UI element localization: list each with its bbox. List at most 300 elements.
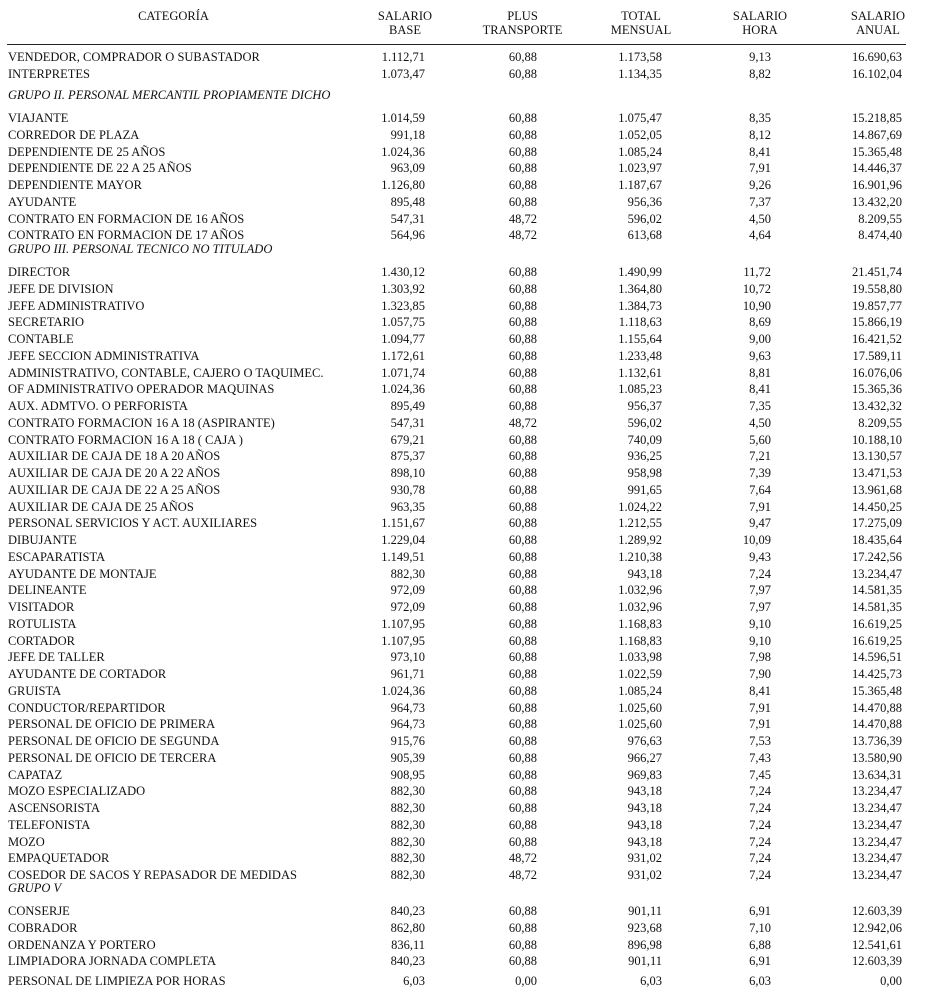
cell-salario-anual: 13.234,47 [852, 868, 902, 882]
table-row [0, 314, 946, 330]
cell-salario-hora: 7,53 [749, 734, 771, 748]
cell-salario-base: 679,21 [390, 432, 425, 447]
cell-categoria: CONTRATO FORMACION 16 A 18 (ASPIRANTE) [8, 415, 275, 430]
cell-categoria: ESCAPARATISTA [8, 549, 106, 564]
cell-salario-anual: 13.471,53 [852, 466, 902, 480]
cell-salario-hora: 4,64 [749, 228, 771, 243]
cell-salario-hora: 9,10 [749, 633, 771, 648]
cell-salario-base: 547,31 [390, 415, 425, 430]
cell-total-mensual: 991,65 [627, 482, 662, 497]
cell-salario-anual: 12.541,61 [852, 937, 902, 952]
cell-total-mensual: 1.212,55 [618, 516, 662, 531]
cell-salario-anual: 8.209,55 [858, 415, 902, 430]
table-row [0, 666, 946, 682]
cell-salario-base: 895,49 [390, 399, 425, 413]
cell-categoria: SECRETARIO [8, 315, 85, 330]
cell-salario-base: 564,96 [390, 228, 425, 243]
cell-salario-base: 972,09 [390, 583, 425, 598]
cell-salario-anual: 16.690,63 [852, 50, 902, 64]
cell-plus-transporte: 60,88 [508, 399, 537, 413]
cell-categoria: VENDEDOR, COMPRADOR O SUBASTADOR [8, 50, 260, 64]
cell-salario-hora: 10,72 [742, 281, 771, 296]
cell-salario-hora: 9,00 [749, 332, 771, 346]
cell-salario-base: 547,31 [390, 211, 425, 226]
cell-salario-base: 898,10 [390, 466, 425, 480]
cell-salario-hora: 7,37 [749, 194, 771, 209]
cell-plus-transporte: 60,88 [508, 194, 537, 209]
cell-total-mensual: 1.173,58 [618, 50, 662, 64]
cell-plus-transporte: 60,88 [508, 50, 537, 64]
cell-categoria: PERSONAL DE OFICIO DE PRIMERA [8, 717, 216, 732]
cell-salario-base: 836,11 [391, 937, 425, 952]
cell-total-mensual: 943,18 [627, 784, 662, 799]
cell-total-mensual: 1.025,60 [618, 717, 662, 732]
cell-categoria: AUXILIAR DE CAJA DE 22 A 25 AÑOS [8, 482, 221, 497]
cell-salario-base: 882,30 [390, 834, 425, 849]
table-row [0, 683, 946, 699]
cell-salario-hora: 8,82 [749, 66, 771, 81]
cell-categoria: PERSONAL DE LIMPIEZA POR HORAS [8, 974, 226, 988]
cell-salario-anual: 16.619,25 [852, 616, 902, 631]
group-heading: GRUPO V [8, 881, 62, 895]
cell-plus-transporte: 60,88 [508, 315, 537, 330]
cell-total-mensual: 1.384,73 [618, 298, 662, 313]
table-row [0, 331, 946, 347]
cell-total-mensual: 1.364,80 [618, 281, 662, 296]
cell-salario-anual: 21.451,74 [852, 265, 902, 279]
cell-plus-transporte: 60,88 [508, 784, 537, 799]
cell-plus-transporte: 60,88 [508, 750, 537, 765]
cell-salario-base: 1.094,77 [381, 332, 425, 346]
cell-salario-anual: 14.581,35 [852, 583, 902, 598]
header-total-mensual: TOTAL MENSUAL [610, 9, 672, 37]
table-row [0, 110, 946, 126]
header-salario-anual: SALARIO ANUAL [850, 9, 906, 37]
cell-salario-hora: 10,90 [742, 298, 771, 313]
cell-salario-hora: 7,39 [749, 466, 771, 480]
cell-salario-hora: 7,91 [749, 161, 771, 176]
cell-salario-base: 972,09 [390, 600, 425, 614]
cell-salario-anual: 16.102,04 [852, 66, 902, 81]
cell-plus-transporte: 60,88 [508, 265, 537, 279]
cell-salario-anual: 12.942,06 [852, 920, 902, 935]
cell-total-mensual: 931,02 [627, 868, 662, 882]
cell-salario-hora: 8,35 [749, 111, 771, 125]
cell-total-mensual: 1.134,35 [618, 66, 662, 81]
cell-categoria: AUXILIAR DE CAJA DE 20 A 22 AÑOS [8, 466, 221, 480]
cell-salario-base: 882,30 [390, 868, 425, 882]
cell-plus-transporte: 48,72 [508, 415, 537, 430]
cell-salario-anual: 0,00 [880, 974, 902, 988]
cell-salario-hora: 7,64 [749, 482, 771, 497]
cell-salario-hora: 7,24 [749, 851, 771, 866]
cell-categoria: LIMPIADORA JORNADA COMPLETA [8, 954, 217, 969]
cell-salario-base: 1.107,95 [381, 633, 425, 648]
cell-categoria: DEPENDIENTE DE 22 A 25 AÑOS [8, 161, 192, 176]
cell-salario-anual: 13.234,47 [852, 566, 902, 581]
cell-categoria: CORTADOR [8, 633, 76, 648]
cell-total-mensual: 1.490,99 [618, 265, 662, 279]
cell-salario-hora: 4,50 [749, 211, 771, 226]
cell-plus-transporte: 60,88 [508, 566, 537, 581]
cell-categoria: DEPENDIENTE DE 25 AÑOS [8, 144, 166, 159]
cell-salario-anual: 15.365,48 [852, 683, 902, 698]
cell-salario-base: 1.303,92 [381, 281, 425, 296]
cell-salario-anual: 15.365,48 [852, 144, 902, 159]
table-row [0, 616, 946, 632]
cell-salario-anual: 13.234,47 [852, 817, 902, 832]
cell-salario-anual: 14.425,73 [852, 667, 902, 681]
cell-categoria: EMPAQUETADOR [8, 851, 110, 866]
group-heading: GRUPO III. PERSONAL TECNICO NO TITULADO [8, 242, 273, 256]
cell-salario-base: 1.024,36 [381, 144, 425, 159]
cell-plus-transporte: 60,88 [508, 348, 537, 363]
cell-total-mensual: 1.118,63 [618, 315, 662, 330]
cell-salario-base: 875,37 [390, 449, 425, 464]
cell-salario-base: 991,18 [390, 127, 425, 142]
table-row [0, 127, 946, 143]
table-row [0, 599, 946, 615]
cell-categoria: JEFE ADMINISTRATIVO [8, 298, 145, 313]
cell-total-mensual: 936,25 [627, 449, 662, 464]
table-row [0, 867, 946, 883]
cell-categoria: ORDENANZA Y PORTERO [8, 937, 156, 952]
cell-categoria: CONTRATO FORMACION 16 A 18 ( CAJA ) [8, 432, 243, 447]
table-row [0, 800, 946, 816]
cell-salario-anual: 13.130,57 [852, 449, 902, 464]
cell-total-mensual: 956,36 [627, 194, 662, 209]
cell-categoria: ASCENSORISTA [8, 801, 101, 815]
cell-salario-hora: 7,43 [749, 750, 771, 765]
cell-plus-transporte: 60,88 [508, 801, 537, 815]
cell-salario-anual: 16.421,52 [852, 332, 902, 346]
cell-salario-hora: 9,47 [749, 516, 771, 531]
cell-plus-transporte: 60,88 [508, 111, 537, 125]
cell-salario-anual: 16.901,96 [852, 178, 902, 192]
cell-salario-base: 882,30 [390, 801, 425, 815]
table-row [0, 783, 946, 799]
cell-categoria: INTERPRETES [8, 66, 90, 81]
cell-salario-base: 1.430,12 [381, 265, 425, 279]
table-row [0, 515, 946, 531]
cell-salario-anual: 17.589,11 [852, 348, 902, 363]
cell-categoria: AUXILIAR DE CAJA DE 18 A 20 AÑOS [8, 449, 221, 464]
cell-total-mensual: 596,02 [627, 211, 662, 226]
cell-salario-base: 961,71 [390, 667, 425, 681]
cell-salario-anual: 14.446,37 [852, 161, 902, 176]
table-row [0, 700, 946, 716]
cell-total-mensual: 596,02 [627, 415, 662, 430]
cell-salario-hora: 5,60 [749, 432, 771, 447]
cell-salario-base: 1.024,36 [381, 683, 425, 698]
cell-salario-anual: 13.432,20 [852, 194, 902, 209]
cell-salario-hora: 8,12 [749, 127, 771, 142]
cell-plus-transporte: 60,88 [508, 127, 537, 142]
cell-total-mensual: 1.187,67 [618, 178, 662, 192]
cell-salario-hora: 9,63 [749, 348, 771, 363]
cell-plus-transporte: 60,88 [508, 432, 537, 447]
cell-total-mensual: 901,11 [628, 904, 662, 918]
cell-plus-transporte: 60,88 [508, 920, 537, 935]
cell-plus-transporte: 60,88 [508, 817, 537, 832]
table-row [0, 750, 946, 766]
cell-total-mensual: 943,18 [627, 801, 662, 815]
cell-salario-anual: 13.234,47 [852, 851, 902, 866]
cell-salario-base: 895,48 [390, 194, 425, 209]
cell-total-mensual: 969,83 [627, 767, 662, 782]
cell-categoria: CONTRATO EN FORMACION DE 17 AÑOS [8, 228, 245, 243]
cell-categoria: CONTABLE [8, 332, 74, 346]
cell-salario-anual: 16.619,25 [852, 633, 902, 648]
cell-plus-transporte: 60,88 [508, 449, 537, 464]
cell-categoria: CONDUCTOR/REPARTIDOR [8, 700, 166, 715]
cell-plus-transporte: 60,88 [508, 161, 537, 176]
cell-salario-anual: 13.432,32 [852, 399, 902, 413]
cell-salario-anual: 12.603,39 [852, 954, 902, 969]
cell-plus-transporte: 60,88 [508, 549, 537, 564]
table-row [0, 499, 946, 515]
cell-salario-base: 1.057,75 [381, 315, 425, 330]
cell-categoria: PERSONAL DE OFICIO DE SEGUNDA [8, 734, 220, 748]
cell-salario-base: 1.229,04 [381, 533, 425, 547]
cell-total-mensual: 1.289,92 [618, 533, 662, 547]
cell-categoria: CAPATAZ [8, 767, 63, 782]
table-row [0, 160, 946, 176]
cell-categoria: GRUISTA [8, 683, 62, 698]
cell-total-mensual: 958,98 [627, 466, 662, 480]
cell-salario-hora: 7,35 [749, 399, 771, 413]
cell-salario-hora: 7,91 [749, 700, 771, 715]
table-row [0, 264, 946, 280]
table-row [0, 834, 946, 850]
cell-total-mensual: 1.233,48 [618, 348, 662, 363]
cell-salario-base: 1.323,85 [381, 298, 425, 313]
cell-categoria: MOZO ESPECIALIZADO [8, 784, 146, 799]
cell-total-mensual: 931,02 [627, 851, 662, 866]
cell-salario-hora: 7,91 [749, 717, 771, 732]
cell-salario-hora: 10,09 [742, 533, 771, 547]
cell-salario-anual: 8.474,40 [858, 228, 902, 243]
table-row [0, 448, 946, 464]
cell-plus-transporte: 60,88 [508, 667, 537, 681]
cell-categoria: COSEDOR DE SACOS Y REPASADOR DE MEDIDAS [8, 868, 297, 882]
cell-salario-anual: 12.603,39 [852, 904, 902, 918]
cell-plus-transporte: 60,88 [508, 583, 537, 598]
cell-salario-anual: 13.234,47 [852, 784, 902, 799]
table-row [0, 365, 946, 381]
cell-salario-hora: 7,90 [749, 667, 771, 681]
header-plus-transporte: PLUS TRANSPORTE [482, 9, 563, 37]
cell-salario-hora: 8,69 [749, 315, 771, 330]
table-row [0, 298, 946, 314]
cell-total-mensual: 1.032,96 [618, 600, 662, 614]
cell-categoria: ADMINISTRATIVO, CONTABLE, CAJERO O TAQUIMEC. [8, 365, 324, 380]
table-row [0, 649, 946, 665]
cell-salario-anual: 14.581,35 [852, 600, 902, 614]
table-row [0, 716, 946, 732]
cell-total-mensual: 976,63 [627, 734, 662, 748]
cell-total-mensual: 1.023,97 [618, 161, 662, 176]
cell-plus-transporte: 60,88 [508, 144, 537, 159]
cell-categoria: COBRADOR [8, 920, 78, 935]
cell-plus-transporte: 60,88 [508, 650, 537, 665]
cell-plus-transporte: 60,88 [508, 616, 537, 631]
table-row [0, 850, 946, 866]
cell-salario-hora: 7,97 [749, 583, 771, 598]
cell-plus-transporte: 60,88 [508, 382, 537, 397]
cell-salario-hora: 11,72 [743, 265, 771, 279]
cell-total-mensual: 1.075,47 [618, 111, 662, 125]
cell-salario-hora: 9,13 [749, 50, 771, 64]
cell-total-mensual: 943,18 [627, 566, 662, 581]
cell-total-mensual: 1.052,05 [618, 127, 662, 142]
cell-salario-hora: 7,91 [749, 499, 771, 514]
cell-salario-anual: 19.857,77 [852, 298, 902, 313]
cell-categoria: DEPENDIENTE MAYOR [8, 178, 142, 192]
table-row [0, 920, 946, 936]
table-row [0, 177, 946, 193]
cell-salario-hora: 8,41 [749, 382, 771, 397]
header-salario-hora: SALARIO HORA [732, 9, 788, 37]
cell-salario-base: 1.112,71 [381, 50, 425, 64]
cell-categoria: CONTRATO EN FORMACION DE 16 AÑOS [8, 211, 245, 226]
cell-total-mensual: 923,68 [627, 920, 662, 935]
cell-plus-transporte: 60,88 [508, 767, 537, 782]
cell-total-mensual: 1.155,64 [618, 332, 662, 346]
cell-plus-transporte: 60,88 [508, 937, 537, 952]
cell-salario-anual: 15.866,19 [852, 315, 902, 330]
cell-salario-base: 964,73 [390, 700, 425, 715]
table-row [0, 432, 946, 448]
table-row [0, 733, 946, 749]
cell-plus-transporte: 60,88 [508, 734, 537, 748]
cell-salario-hora: 7,24 [749, 817, 771, 832]
cell-total-mensual: 1.210,38 [618, 549, 662, 564]
cell-total-mensual: 1.024,22 [618, 499, 662, 514]
table-row [0, 903, 946, 919]
cell-categoria: PERSONAL SERVICIOS Y ACT. AUXILIARES [8, 516, 258, 531]
table-header [0, 9, 946, 45]
cell-salario-base: 882,30 [390, 851, 425, 866]
table-row [0, 532, 946, 548]
cell-salario-base: 930,78 [390, 482, 425, 497]
cell-categoria: CORREDOR DE PLAZA [8, 127, 140, 142]
cell-salario-base: 1.071,74 [381, 365, 425, 380]
cell-categoria: TELEFONISTA [8, 817, 91, 832]
cell-categoria: AYUDANTE [8, 194, 77, 209]
cell-salario-hora: 9,10 [749, 616, 771, 631]
header-rule [7, 44, 906, 45]
cell-salario-hora: 6,03 [749, 974, 771, 988]
cell-total-mensual: 1.168,83 [618, 633, 662, 648]
cell-plus-transporte: 60,88 [508, 298, 537, 313]
cell-categoria: AUX. ADMTVO. O PERFORISTA [8, 399, 188, 413]
cell-salario-anual: 15.365,36 [852, 382, 902, 397]
cell-total-mensual: 966,27 [627, 750, 662, 765]
table-row [0, 767, 946, 783]
cell-salario-base: 862,80 [390, 920, 425, 935]
cell-total-mensual: 1.033,98 [618, 650, 662, 665]
cell-plus-transporte: 60,88 [508, 717, 537, 732]
cell-salario-hora: 9,26 [749, 178, 771, 192]
cell-salario-base: 6,03 [403, 974, 425, 988]
cell-categoria: JEFE SECCION ADMINISTRATIVA [8, 348, 200, 363]
cell-salario-anual: 13.634,31 [852, 767, 902, 782]
cell-plus-transporte: 60,88 [508, 516, 537, 531]
cell-salario-hora: 7,98 [749, 650, 771, 665]
cell-categoria: DELINEANTE [8, 583, 87, 598]
table-row [0, 49, 946, 65]
table-row [0, 566, 946, 582]
table-row [0, 415, 946, 431]
cell-plus-transporte: 60,88 [508, 332, 537, 346]
cell-salario-anual: 8.209,55 [858, 211, 902, 226]
cell-total-mensual: 1.085,24 [618, 683, 662, 698]
cell-salario-base: 905,39 [390, 750, 425, 765]
cell-categoria: AUXILIAR DE CAJA DE 25 AÑOS [8, 499, 194, 514]
cell-total-mensual: 1.132,61 [618, 365, 662, 380]
cell-salario-base: 963,09 [390, 161, 425, 176]
cell-plus-transporte: 60,88 [508, 904, 537, 918]
cell-plus-transporte: 60,88 [508, 633, 537, 648]
cell-salario-anual: 13.580,90 [852, 750, 902, 765]
cell-plus-transporte: 0,00 [515, 974, 537, 988]
cell-plus-transporte: 60,88 [508, 600, 537, 614]
cell-categoria: JEFE DE DIVISION [8, 281, 114, 296]
cell-salario-base: 1.151,67 [381, 516, 425, 531]
cell-salario-base: 908,95 [390, 767, 425, 782]
cell-plus-transporte: 60,88 [508, 466, 537, 480]
cell-salario-anual: 14.470,88 [852, 717, 902, 732]
cell-total-mensual: 6,03 [640, 974, 662, 988]
cell-salario-anual: 15.218,85 [852, 111, 902, 125]
cell-salario-hora: 8,81 [749, 365, 771, 380]
table-row [0, 398, 946, 414]
cell-plus-transporte: 60,88 [508, 365, 537, 380]
cell-plus-transporte: 60,88 [508, 482, 537, 497]
cell-total-mensual: 613,68 [627, 228, 662, 243]
table-row [0, 281, 946, 297]
cell-total-mensual: 1.022,59 [618, 667, 662, 681]
cell-salario-hora: 7,45 [749, 767, 771, 782]
cell-salario-anual: 13.234,47 [852, 801, 902, 815]
cell-total-mensual: 1.085,23 [618, 382, 662, 397]
cell-categoria: DIBUJANTE [8, 533, 77, 547]
cell-salario-base: 840,23 [390, 904, 425, 918]
cell-salario-base: 1.172,61 [381, 348, 425, 363]
cell-plus-transporte: 48,72 [508, 868, 537, 882]
cell-categoria: JEFE DE TALLER [8, 650, 105, 665]
cell-salario-base: 964,73 [390, 717, 425, 732]
table-row [0, 482, 946, 498]
header-salario-base: SALARIO BASE [377, 9, 433, 37]
cell-salario-base: 1.073,47 [381, 66, 425, 81]
cell-salario-base: 963,35 [390, 499, 425, 514]
cell-salario-hora: 7,24 [749, 784, 771, 799]
table-row [0, 194, 946, 210]
cell-total-mensual: 1.168,83 [618, 616, 662, 631]
table-row [0, 211, 946, 227]
group-heading: GRUPO II. PERSONAL MERCANTIL PROPIAMENTE DICHO [8, 88, 331, 102]
cell-categoria: VIAJANTE [8, 111, 69, 125]
cell-salario-base: 1.149,51 [381, 549, 425, 564]
cell-salario-anual: 17.275,09 [852, 516, 902, 531]
cell-total-mensual: 943,18 [627, 834, 662, 849]
cell-categoria: OF ADMINISTRATIVO OPERADOR MAQUINAS [8, 382, 275, 397]
cell-salario-anual: 14.470,88 [852, 700, 902, 715]
cell-plus-transporte: 48,72 [508, 211, 537, 226]
table-row [0, 582, 946, 598]
